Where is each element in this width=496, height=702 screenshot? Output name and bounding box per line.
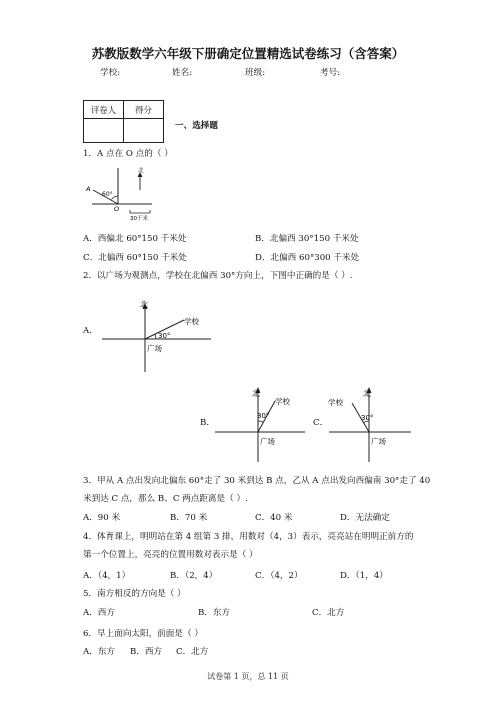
q2-stem: 2．以广场为观测点，学校在北偏西 30°方向上，下图中正确的是（ ）. [83,271,353,281]
section-heading: 一、选择题 [175,121,218,131]
q2c-square-label: 广场 [371,437,386,446]
school-field: 学校: [100,68,121,78]
q2a-school-label: 学校 [184,317,199,326]
q4-option-d: D．（1，4） [340,571,388,581]
q3-option-d: D．无法确定 [340,513,390,523]
q2c-school-label: 学校 [328,398,343,407]
q6-option-b: B．西方 [130,647,163,657]
page-footer: 试卷第 1 页，总 11 页 [207,672,289,681]
q2-option-c-figure [325,382,415,464]
q3-option-c: C．40 米 [255,513,293,523]
q1-point-a: A [86,185,91,193]
q2-option-a-label: A． [83,326,98,336]
number-field: 考号: [320,68,341,78]
q3-line2: 米到达 C 点，那么 B、C 两点距离是（ ）. [83,494,248,504]
q5-stem: 5．南方相反的方向是（ ） [83,589,186,599]
q2c-angle-label: 30° [361,414,374,422]
q4-option-c: C．（4，2） [255,571,303,581]
q2b-square-label: 广场 [260,437,275,446]
q1-option-a: A．西偏北 60°150 千米处 [83,234,187,244]
q6-option-c: C．北方 [176,647,209,657]
q4-option-a: A．（4，1） [83,571,131,581]
q2b-school-label: 学校 [275,397,290,406]
score-table-score: 得分 [124,101,164,119]
q2-option-b-label: B． [200,418,215,428]
q4-line1: 4．体育课上，明明站在第 4 组第 3 排，用数对（4，3）表示，亮亮站在明明正前方的 [83,532,414,542]
q2-option-b-figure [213,382,308,464]
q1-scale-label: 30千米 [130,216,148,222]
q1-option-d: D．北偏西 60°300 千米处 [255,253,360,263]
q4-line2: 第一个位置上，亮亮的位置用数对表示是（ ） [83,550,258,560]
q5-option-b: B．东方 [198,608,231,618]
q5-option-a: A．西方 [83,608,115,618]
q1-option-c: C．北偏西 60°150 千米处 [83,253,187,263]
q3-option-b: B．70 米 [170,513,208,523]
q2a-angle-label: 30° [158,332,171,340]
q1-stem: 1．A 点在 O 点的（ ） [83,149,173,159]
q2b-angle-arc [258,421,263,422]
score-cell-score [124,119,164,143]
q1-point-o: O [114,205,120,213]
q3-line1: 3．甲从 A 点出发向北偏东 60°走了 30 米到达 B 点，乙从 A 点出发向西偏南 30°走了 40 [83,476,431,486]
score-cell-grader [84,119,124,143]
q4-option-b: B．（2，4） [170,571,218,581]
q2a-square-label: 广场 [147,344,162,353]
q6-stem: 6．早上面向太阳，前面是（ ） [83,629,203,639]
q6-option-a: A．东方 [83,647,115,657]
q2b-north-label: 北 [252,389,260,398]
score-table-grader: 评卷人 [84,101,124,119]
q1-figure [80,163,160,225]
name-field: 姓名: [172,68,193,78]
q1-option-b: B．北偏西 30°150 千米处 [255,234,359,244]
q3-option-a: A．90 米 [83,513,121,523]
q2c-north-label: 北 [363,389,371,398]
q2-option-a-figure [98,296,228,376]
q2a-angle-arc [155,335,156,340]
q1-angle-label: 60° [102,191,113,198]
q1-north-label: 北 [138,168,144,174]
q2-option-c-label: C． [313,418,329,428]
page-title: 苏教版数学六年级下册确定位置精选试卷练习（含答案） [91,46,405,61]
q2a-north-label: 北 [140,300,148,309]
q5-option-c: C．北方 [312,608,345,618]
class-field: 班级: [245,68,266,78]
q2b-angle-label: 30° [257,412,270,420]
score-table [83,100,164,143]
